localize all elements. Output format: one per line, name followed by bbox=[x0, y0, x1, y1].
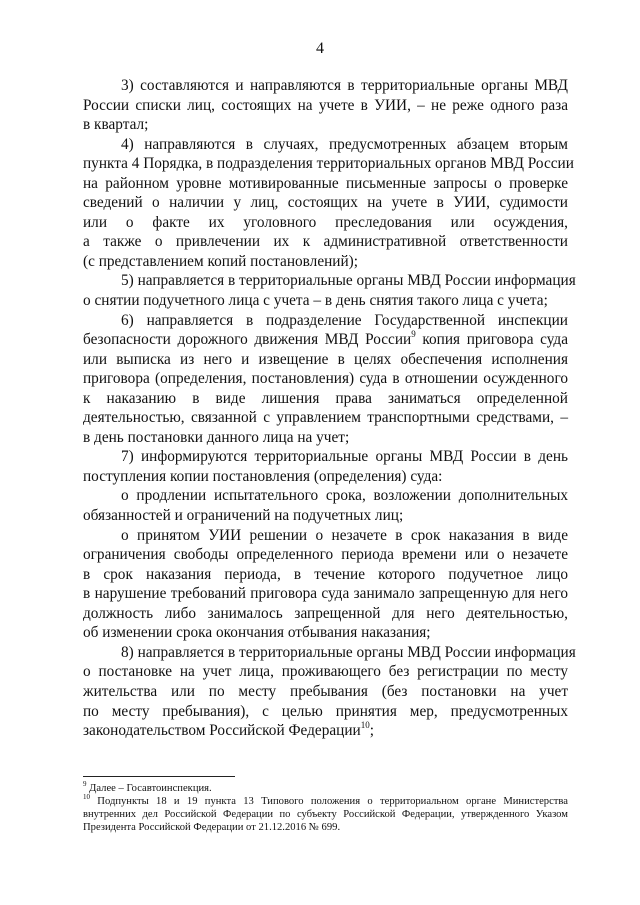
text-line: 5) направляется в территориальные органы МВД России информация bbox=[121, 272, 576, 290]
text-line: пункта 4 Порядка, в подразделения территориальных органов МВД России bbox=[83, 155, 574, 173]
text-line: ограничения свободы определенного периода времени или о незачете bbox=[83, 546, 568, 564]
text-line: в срок наказания периода, в течение которого подучетное лицо bbox=[83, 565, 568, 583]
text-line: по месту пребывания), с целью принятия мер, предусмотренных bbox=[83, 702, 568, 720]
text-line: Президента Российской Федерации от 21.12.2016 № 699. bbox=[83, 822, 341, 833]
text-line: о снятии подучетного лица с учета – в день снятия такого лица с учета; bbox=[83, 292, 548, 310]
text-line: или о факте их уголовного преследования или осуждения, bbox=[83, 213, 568, 231]
line-text: законодательством Российской Федерации bbox=[83, 722, 361, 740]
line-text: копия приговора суда bbox=[415, 331, 568, 349]
text-line: должность либо занималось запрещенной для него деятельностью, bbox=[83, 604, 568, 622]
text-line: о постановке на учет лица, проживающего без регистрации по месту bbox=[83, 663, 568, 681]
paragraph bbox=[83, 643, 576, 741]
text-line: жительства или по месту пребывания (без постановки на учет bbox=[83, 682, 568, 700]
text-line bbox=[83, 330, 568, 350]
paragraph bbox=[83, 76, 568, 135]
text-line: в нарушение требований приговора суда занимало запрещенную для него bbox=[83, 585, 568, 603]
paragraph bbox=[83, 447, 568, 486]
paragraph bbox=[83, 271, 576, 310]
text-line bbox=[83, 795, 568, 808]
text-line: обязанностей и ограничений на подучетных лиц; bbox=[83, 507, 404, 525]
paragraph bbox=[83, 526, 568, 643]
text-line: (с представлением копий постановлений); bbox=[83, 252, 359, 270]
line-text: безопасности дорожного движения МВД России bbox=[83, 331, 412, 349]
paragraph bbox=[83, 135, 574, 272]
text-line: 7) информируются территориальные органы МВД России в день bbox=[121, 448, 568, 466]
footnote-ref: 9 bbox=[83, 780, 87, 788]
text-line bbox=[83, 721, 568, 741]
text-line: на районном уровне мотивированные письменные запросы о проверке bbox=[83, 174, 568, 192]
footnote bbox=[83, 795, 568, 834]
text-line bbox=[83, 782, 568, 795]
text-line: о принятом УИИ решении о незачете в срок наказания в виде bbox=[121, 526, 568, 544]
footnote-divider bbox=[83, 776, 235, 777]
line-text: Подпункты 18 и 19 пункта 13 Типового положения о территориальном органе Министерства bbox=[90, 796, 568, 807]
text-line: деятельностью, связанной с управлением транспортными средствами, – bbox=[83, 409, 568, 427]
footnote-ref: 9 bbox=[411, 329, 416, 340]
text-line: о продлении испытательного срока, возложении дополнительных bbox=[121, 487, 568, 505]
text-line: сведений о наличии у лиц, состоящих на учете в УИИ, судимости bbox=[83, 194, 568, 212]
footnotes bbox=[83, 782, 568, 834]
text-line: внутренних дел Российской Федерации по субъекту Российской Федерации, утвержденного Указом bbox=[83, 809, 568, 820]
text-line: 8) направляется в территориальные органы МВД России информация bbox=[121, 643, 576, 661]
text-line: России списки лиц, состоящих на учете в УИИ, – не реже одного раза bbox=[83, 96, 568, 114]
line-text: ; bbox=[369, 722, 374, 740]
line-text: Далее – Госавтоинспекция. bbox=[86, 783, 212, 794]
page-number: 4 bbox=[316, 40, 324, 57]
text-line: в день постановки данного лица на учет; bbox=[83, 428, 350, 446]
paragraph bbox=[83, 311, 568, 448]
text-line: 4) направляются в случаях, предусмотренных абзацем вторым bbox=[121, 135, 568, 153]
text-line: поступления копии постановления (определения) суда: bbox=[83, 467, 443, 485]
text-line: об изменении срока окончания отбывания наказания; bbox=[83, 624, 431, 642]
paragraph bbox=[83, 486, 568, 525]
text-line: а также о привлечении их к административной ответственности bbox=[83, 233, 568, 251]
footnote bbox=[83, 782, 568, 795]
text-line: или выписка из него и извещение в целях обеспечения исполнения bbox=[83, 350, 568, 368]
text-line: к наказанию в виде лишения права заниматься определенной bbox=[83, 389, 568, 407]
text-line: 3) составляются и направляются в территориальные органы МВД bbox=[121, 77, 568, 94]
text-line: в квартал; bbox=[83, 116, 149, 134]
text-line: приговора (определения, постановления) суда в отношении осужденного bbox=[83, 370, 568, 388]
footnote-ref: 10 bbox=[360, 720, 370, 731]
text-line: 6) направляется в подразделение Государственной инспекции bbox=[121, 311, 568, 329]
document-body bbox=[83, 76, 576, 741]
footnote-ref: 10 bbox=[83, 793, 90, 801]
